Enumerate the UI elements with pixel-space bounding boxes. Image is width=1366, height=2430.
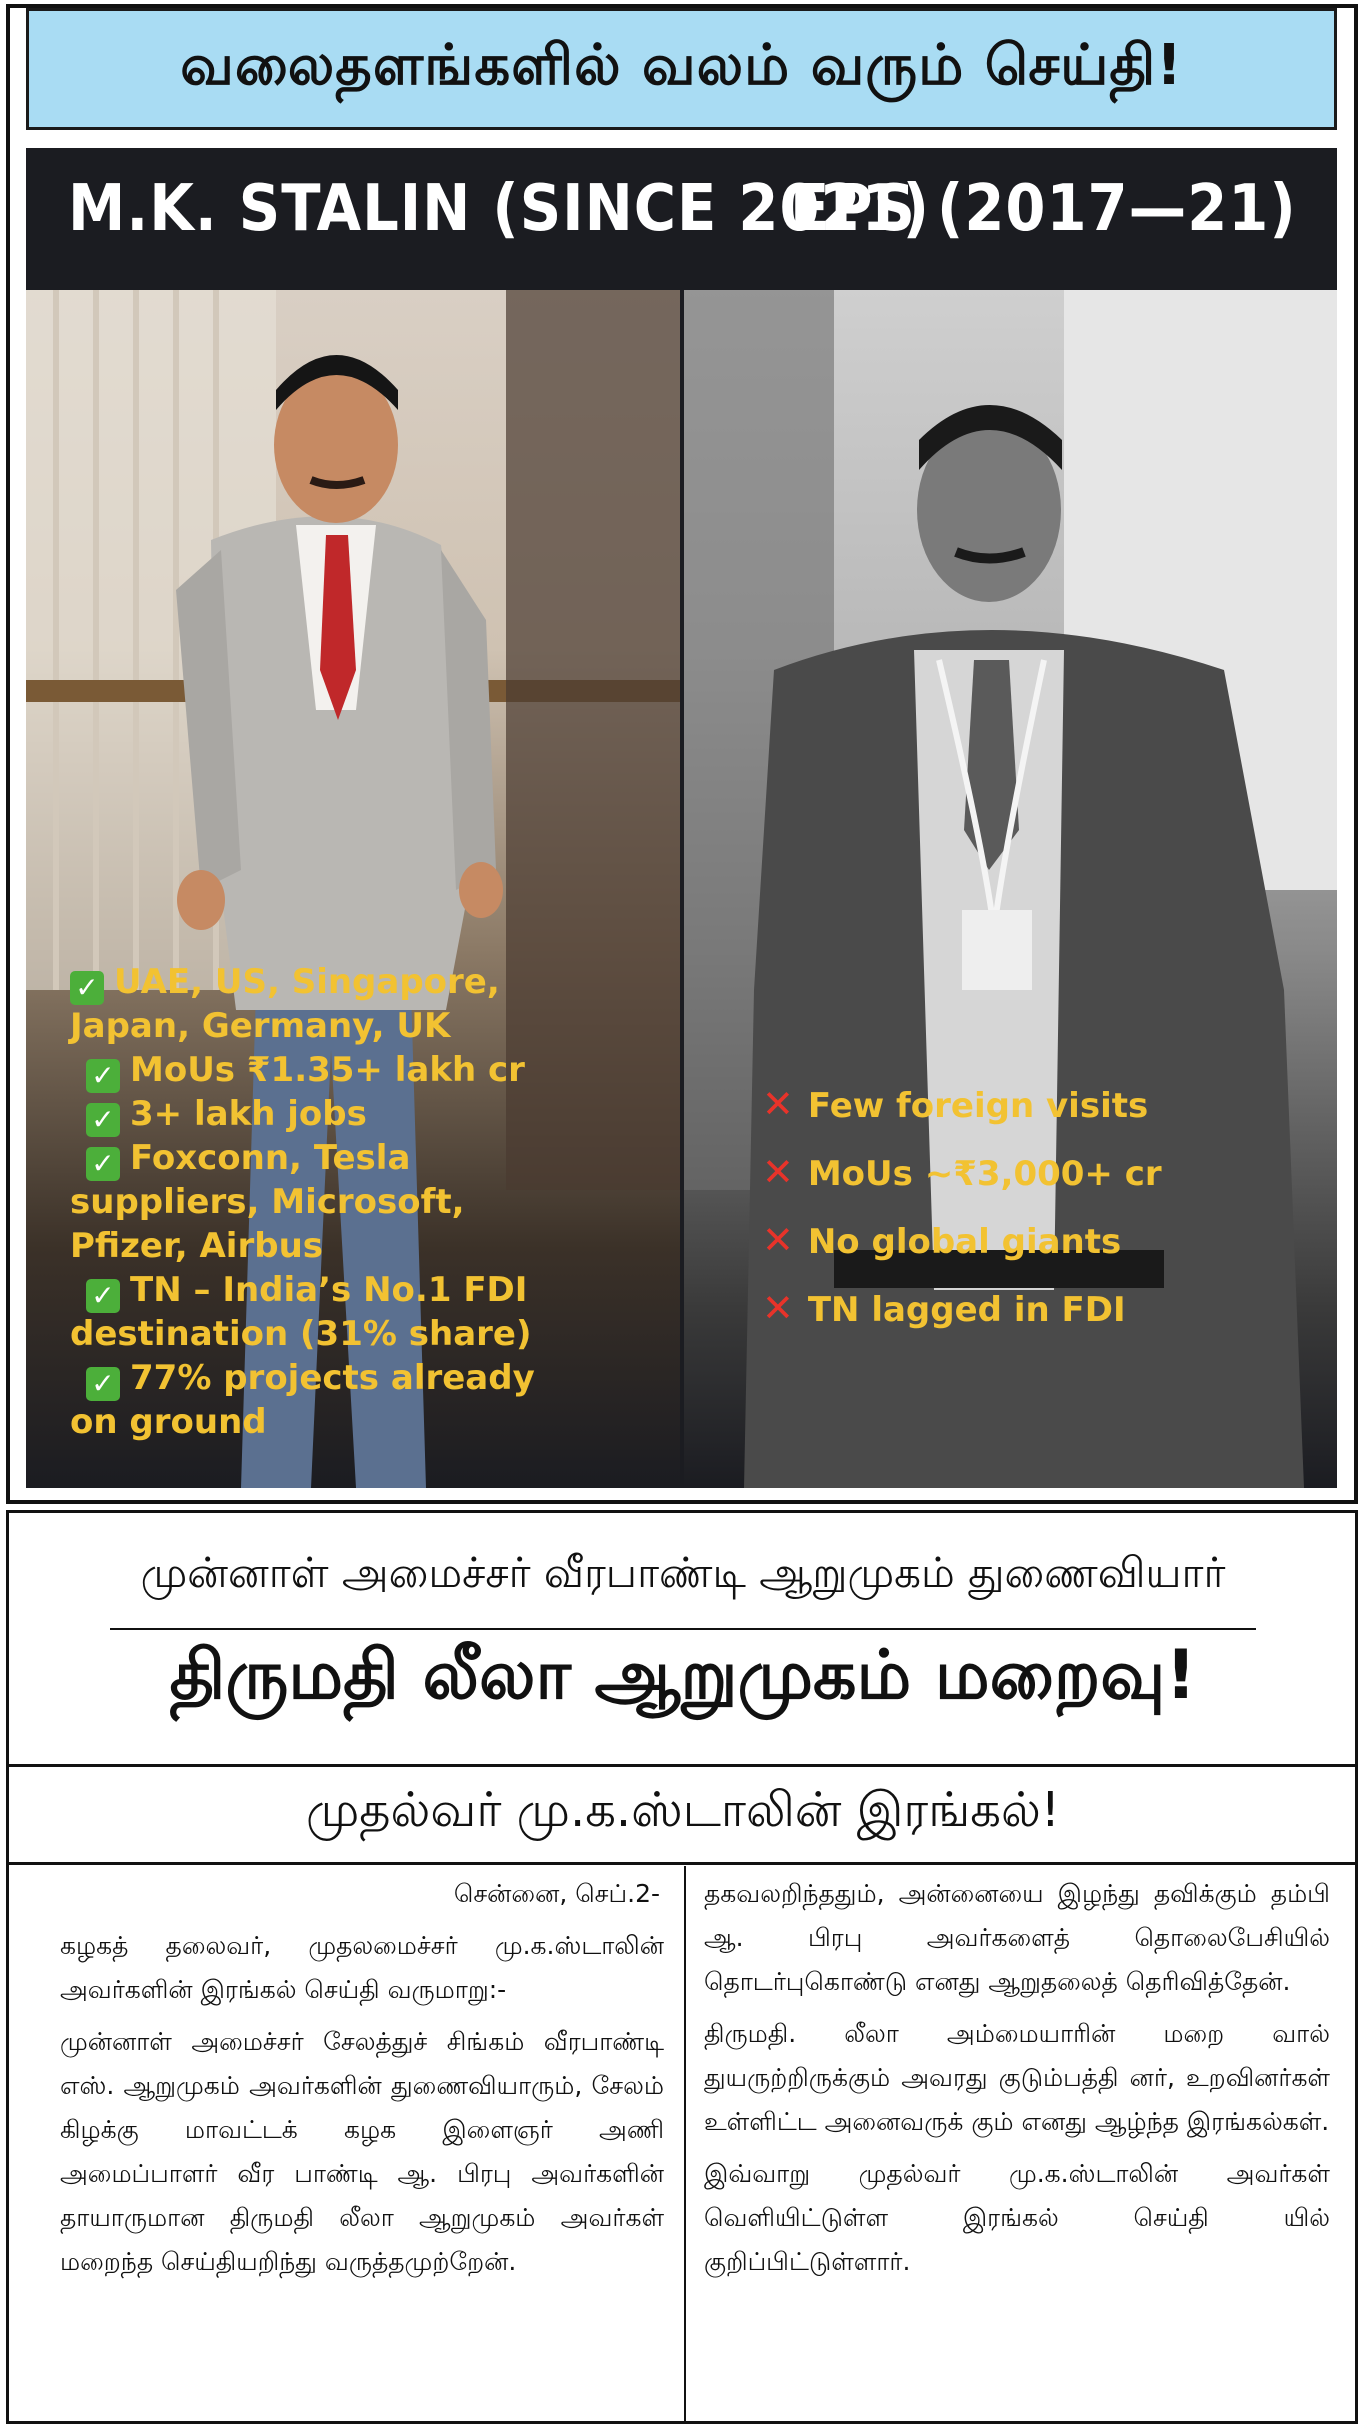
headline-rule xyxy=(6,1764,1358,1767)
article-paragraph: திருமதி. லீலா அம்மையாரின் மறை வால் துயருற்றிருக்கும் அவரது குடும்பத்தி னர், உறவினர்கள் உள்ளிட்ட அனைவருக் கும் எனது ஆழ்ந்த இரங்கல்கள். xyxy=(704,2019,1330,2136)
right-header: EPS (2017—21) xyxy=(790,172,1297,246)
right-point-1: ✕ Few foreign visits xyxy=(762,1082,1149,1126)
left-point-11: on ground xyxy=(70,1402,267,1442)
left-point-7: Pfizer, Airbus xyxy=(70,1226,324,1266)
article-subhead: முதல்வர் மு.க.ஸ்டாலின் இரங்கல்! xyxy=(305,1782,1061,1838)
article-left-column xyxy=(60,1872,664,2292)
subhead-rule xyxy=(6,1862,1358,1865)
right-point-4: ✕ TN lagged in FDI xyxy=(762,1286,1126,1330)
news-banner xyxy=(26,8,1337,130)
article-dateline: சென்னை, செப்.2- xyxy=(453,1879,660,1908)
kicker-rule xyxy=(110,1628,1256,1630)
check-mark-icon: ✓ xyxy=(86,1147,120,1181)
article-paragraph: இவ்வாறு முதல்வர் மு.க.ஸ்டாலின் அவர்கள் வெளியிட்டுள்ள இரங்கல் செய்தி யில் குறிப்பிட்டுள்ளார். xyxy=(704,2159,1330,2276)
check-mark-icon: ✓ xyxy=(86,1367,120,1401)
check-mark-icon: ✓ xyxy=(86,1279,120,1313)
cross-mark-icon: ✕ xyxy=(762,1150,794,1194)
cross-mark-icon: ✕ xyxy=(762,1218,794,1262)
article-paragraph: கழகத் தலைவர், முதலமைச்சர் மு.க.ஸ்டாலின் அவர்களின் இரங்கல் செய்தி வருமாறு:- xyxy=(60,1931,664,2004)
check-mark-icon: ✓ xyxy=(70,971,104,1005)
left-header: M.K. STALIN (SINCE 2021) xyxy=(68,172,930,246)
left-point-2: Japan, Germany, UK xyxy=(70,1006,451,1046)
left-point-4: ✓ 3+ lakh jobs xyxy=(86,1092,367,1137)
check-mark-icon: ✓ xyxy=(86,1103,120,1137)
check-mark-icon: ✓ xyxy=(86,1059,120,1093)
cross-mark-icon: ✕ xyxy=(762,1082,794,1126)
left-point-5: ✓ Foxconn, Tesla xyxy=(86,1136,410,1181)
column-divider xyxy=(684,1866,686,2421)
article-kicker: முன்னாள் அமைச்சர் வீரபாண்டி ஆறுமுகம் துணைவியார் xyxy=(140,1548,1226,1597)
cross-mark-icon: ✕ xyxy=(762,1286,794,1330)
article-headline: திருமதி லீலா ஆறுமுகம் மறைவு! xyxy=(169,1636,1197,1715)
banner-title: வலைதளங்களில் வலம் வரும் செய்தி! xyxy=(180,33,1183,98)
article-paragraph: தகவலறிந்ததும், அன்னையை இழந்து தவிக்கும் தம்பி ஆ. பிரபு அவர்களைத் தொலைபேசியில் தொடர்புகொண்டு எனது ஆறுதலைத் தெரிவித்தேன். xyxy=(704,1879,1330,1996)
left-point-9: destination (31% share) xyxy=(70,1314,532,1354)
article-right-column xyxy=(704,1872,1330,2292)
left-point-1: ✓ UAE, US, Singapore, xyxy=(70,960,500,1005)
left-point-6: suppliers, Microsoft, xyxy=(70,1182,465,1222)
article-paragraph: முன்னாள் அமைச்சர் சேலத்துச் சிங்கம் வீரபாண்டி எஸ். ஆறுமுகம் அவர்களின் துணைவியாரும், சேலம் கிழக்கு மாவட்டக் கழக இளைஞர் அணி அமைப்பாளர் வீர பாண்டி ஆ. பிரபு அவர்களின் தாயாருமான திருமதி லீலா ஆறுமுகம் அவர்கள் மறைந்த செய்தியறிந்து வருத்தமுற்றேன். xyxy=(60,2027,664,2276)
left-point-3: ✓ MoUs ₹1.35+ lakh cr xyxy=(86,1048,525,1093)
left-point-8: ✓ TN – India’s No.1 FDI xyxy=(86,1268,527,1313)
right-point-2: ✕ MoUs ~₹3,000+ cr xyxy=(762,1150,1162,1194)
right-point-3: ✕ No global giants xyxy=(762,1218,1122,1262)
left-point-10: ✓ 77% projects already xyxy=(86,1356,535,1401)
